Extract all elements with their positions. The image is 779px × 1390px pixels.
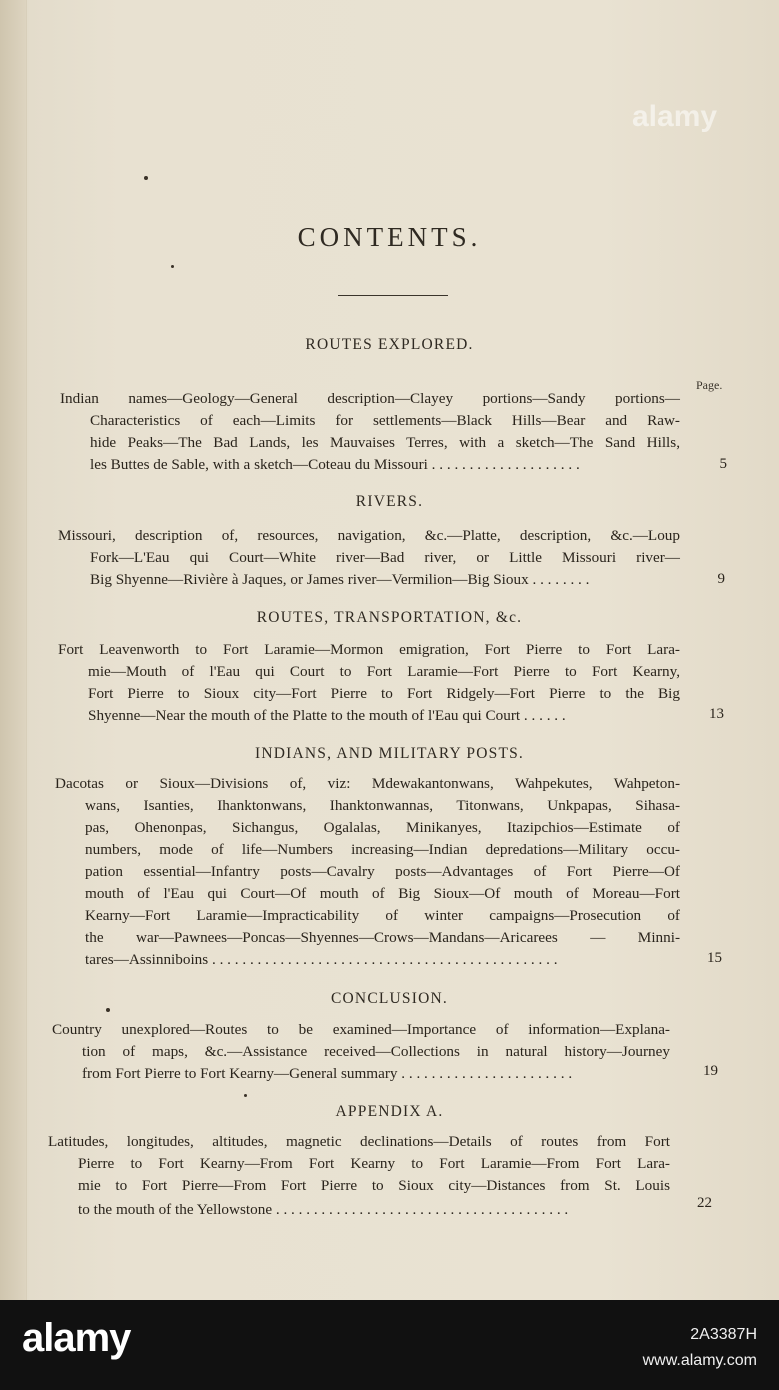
section-heading: ROUTES EXPLORED. bbox=[305, 336, 474, 353]
page-number: 5 bbox=[719, 456, 727, 472]
page-number: 15 bbox=[707, 950, 722, 966]
page-number: 22 bbox=[697, 1195, 712, 1211]
section-heading: ROUTES, TRANSPORTATION, &c. bbox=[256, 609, 523, 626]
entry-line: Kearny—Fort Laramie—Impracticability of winter campaigns—Prosecution of bbox=[85, 907, 680, 924]
page-number: 9 bbox=[717, 571, 725, 587]
page-title: CONTENTS. bbox=[297, 222, 482, 252]
entry-line: Characteristics of each—Limits for settlements—Black Hills—Bear and Raw- bbox=[90, 412, 680, 429]
page-number: 13 bbox=[709, 706, 724, 722]
entry-line: pation essential—Infantry posts—Cavalry posts—Advantages of Fort Pierre—Of bbox=[85, 863, 680, 880]
entry-line: Missouri, description of, resources, navigation, &c.—Platte, description, &c.—Loup bbox=[58, 527, 680, 544]
entry-line: the war—Pawnees—Poncas—Shyennes—Crows—Mandans—Aricarees — Minni- bbox=[85, 929, 680, 946]
entry-line: hide Peaks—The Bad Lands, les Mauvaises Terres, with a sketch—The Sand Hills, bbox=[90, 434, 680, 451]
entry-line: Pierre to Fort Kearny—From Fort Kearny to Fort Laramie—From Fort Lara- bbox=[78, 1155, 670, 1172]
entry-line: Latitudes, longitudes, altitudes, magnetic declinations—Details of routes from Fort bbox=[48, 1133, 670, 1150]
paper-speck bbox=[171, 265, 174, 268]
section-heading: RIVERS. bbox=[355, 493, 424, 510]
paper-speck bbox=[106, 1008, 110, 1012]
entry-line: tion of maps, &c.—Assistance received—Collections in natural history—Journey bbox=[82, 1043, 670, 1060]
entry-line: tares—Assinniboins . . . . . . . . . . . . . . . . . . . . . . . . . . . . . . . . . . . . . . . . . . . . . . bbox=[85, 951, 558, 968]
entry-line: pas, Ohenonpas, Sichangus, Ogalalas, Minikanyes, Itazipchios—Estimate of bbox=[85, 819, 680, 836]
section-heading: CONCLUSION. bbox=[331, 990, 448, 1007]
entry-line: Fork—L'Eau qui Court—White river—Bad river, or Little Missouri river— bbox=[90, 549, 680, 566]
watermark-logo: alamy bbox=[632, 100, 718, 133]
entry-line: Fort Pierre to Sioux city—Fort Pierre to Fort Ridgely—Fort Pierre to the Big bbox=[88, 685, 680, 702]
entry-line: les Buttes de Sable, with a sketch—Coteau du Missouri . . . . . . . . . . . . . . . . . . . . bbox=[90, 456, 580, 473]
entry-line: Shyenne—Near the mouth of the Platte to the mouth of l'Eau qui Court . . . . . . bbox=[88, 707, 566, 724]
entry-line: Big Shyenne—Rivière à Jaques, or James river—Vermilion—Big Sioux . . . . . . . . bbox=[90, 571, 590, 588]
entry-line: to the mouth of the Yellowstone . . . . . . . . . . . . . . . . . . . . . . . . . . . . . . . . . . . . . . . bbox=[78, 1201, 569, 1218]
page-number: 19 bbox=[703, 1063, 718, 1079]
paper-speck bbox=[144, 176, 148, 180]
entry-line: mie to Fort Pierre—From Fort Pierre to Sioux city—Distances from St. Louis bbox=[78, 1177, 670, 1194]
page-column-label: Page. bbox=[696, 378, 723, 392]
image-url: www.alamy.com bbox=[642, 1352, 757, 1369]
image-id-block bbox=[643, 1322, 757, 1374]
image-id: 2A3387H bbox=[690, 1326, 757, 1343]
entry-line: numbers, mode of life—Numbers increasing—Indian depredations—Military occu- bbox=[85, 841, 680, 858]
entry-line: Dacotas or Sioux—Divisions of, viz: Mdewakantonwans, Wahpekutes, Wahpeton- bbox=[55, 775, 680, 792]
section-heading: INDIANS, AND MILITARY POSTS. bbox=[254, 745, 525, 762]
entry-line: from Fort Pierre to Fort Kearny—General summary . . . . . . . . . . . . . . . . . . . . . . . bbox=[82, 1065, 573, 1082]
entry-line: wans, Isanties, Ihanktonwans, Ihanktonwannas, Titonwans, Unkpapas, Sihasa- bbox=[85, 797, 680, 814]
entry-line: Fort Leavenworth to Fort Laramie—Mormon emigration, Fort Pierre to Fort Lara- bbox=[58, 641, 680, 658]
entry-line: mie—Mouth of l'Eau qui Court to Fort Laramie—Fort Pierre to Fort Kearny, bbox=[88, 663, 680, 680]
paper-speck bbox=[244, 1094, 247, 1097]
entry-line: Indian names—Geology—General description—Clayey portions—Sandy portions— bbox=[60, 390, 680, 407]
entry-line: Country unexplored—Routes to be examined—Importance of information—Explana- bbox=[52, 1021, 670, 1038]
entry-line: mouth of l'Eau qui Court—Of mouth of Big Sioux—Of mouth of Moreau—Fort bbox=[85, 885, 680, 902]
footer-logo: alamy bbox=[22, 1316, 131, 1360]
section-heading: APPENDIX A. bbox=[335, 1103, 444, 1120]
title-rule bbox=[338, 295, 448, 296]
